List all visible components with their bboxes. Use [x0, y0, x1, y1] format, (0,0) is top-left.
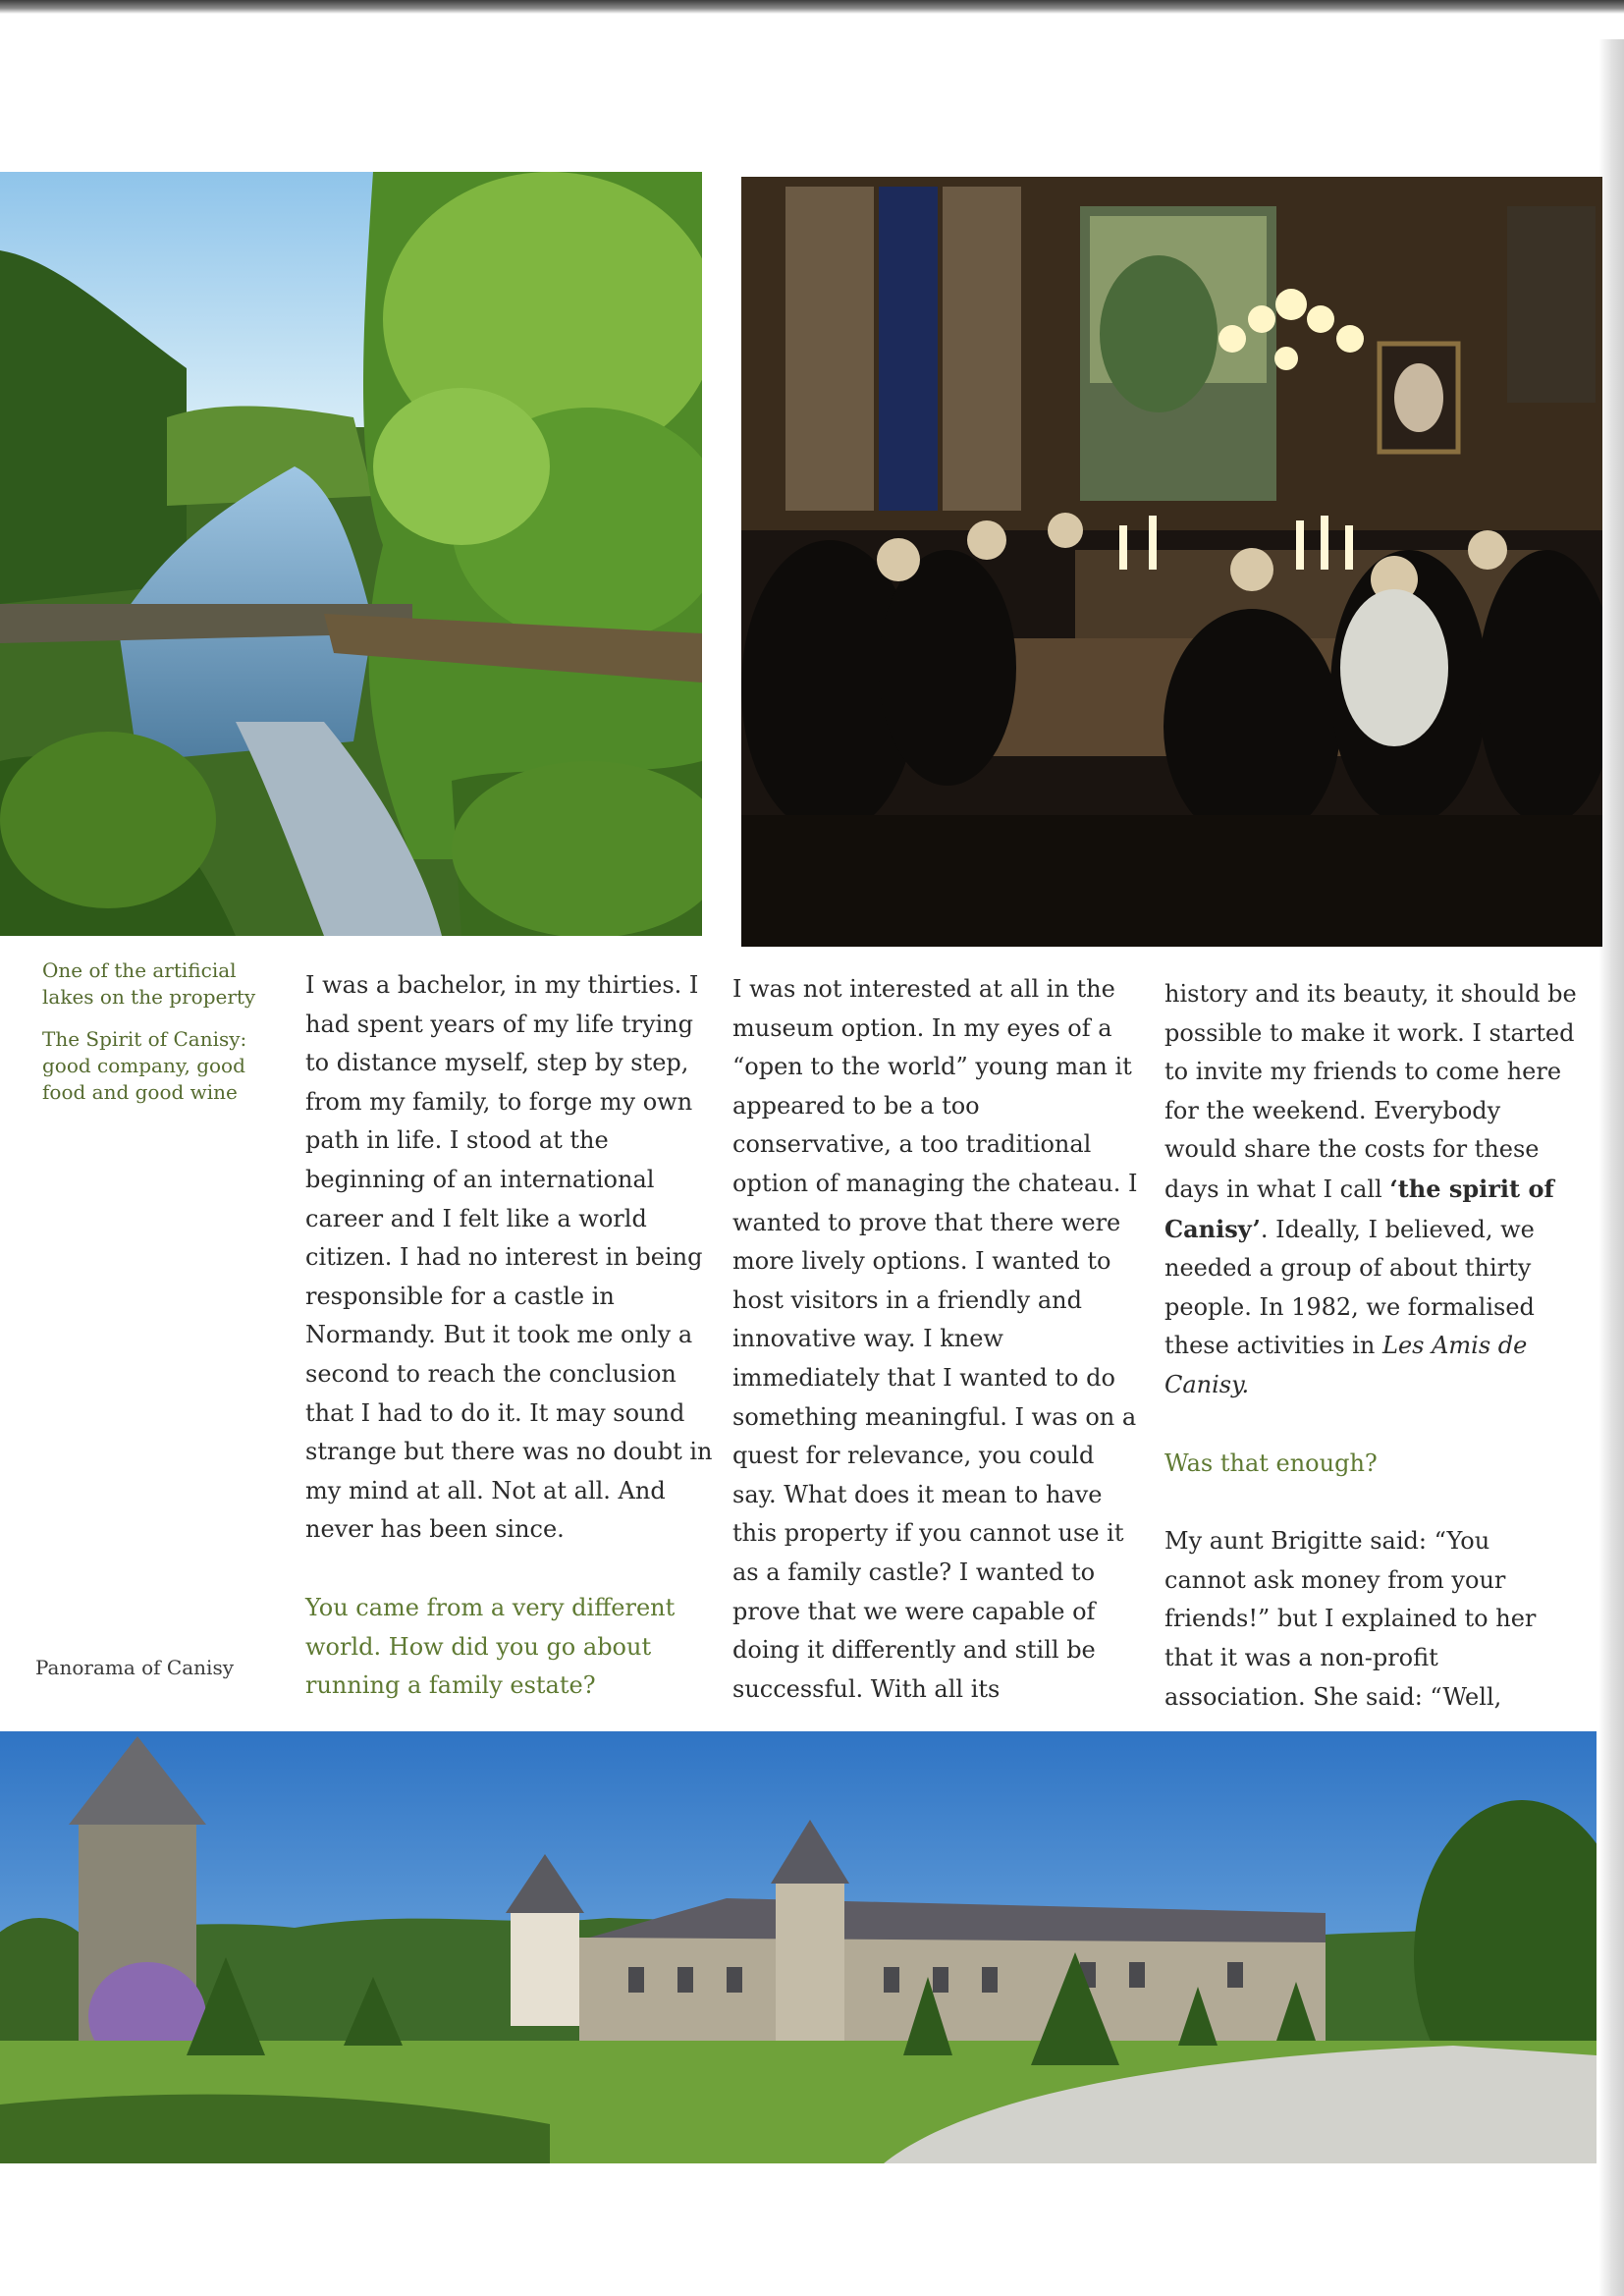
panorama-photo — [0, 1731, 1597, 2163]
lake-photo — [0, 172, 702, 936]
paragraph-aunt-brigitte: My aunt Brigitte said: “You cannot ask money from your friends!” but I explained to her that it was a non-profit association. She said: “Well, — [1164, 1527, 1537, 1711]
scan-shadow-top — [0, 0, 1624, 14]
interview-question-2: Was that enough? — [1164, 1449, 1378, 1477]
article-column-2 — [732, 970, 1145, 1709]
dinner-photo — [741, 177, 1602, 947]
caption-dinner: The Spirit of Canisy: good company, good food and good wine — [42, 1027, 247, 1104]
caption-panorama: Panorama of Canisy — [35, 1656, 235, 1679]
paragraph-museum-option: I was not interested at all in the museum option. In my eyes of a “open to the world” young man it appeared to be a too conservative, a too traditional option of managing the chateau. I wanted to prove that there were more lively options. I wanted to host visitors in a friendly and innovative way. I knew immediately that I wanted to do something meaningful. I was on a quest for relevance, you could say. What does it mean to have this property if you cannot use it as a family castle? I wanted to prove that we were capable of doing it differently and still be successful. With all its — [732, 975, 1138, 1703]
bold-phrase: ‘the spirit of Canisy’ — [1164, 1174, 1554, 1243]
interview-question-1: You came from a very different world. How did you go about running a family estate? — [305, 1593, 676, 1700]
paragraph-spirit-of-canisy — [1164, 975, 1577, 1405]
text-run: history and its beauty, it should be possible to make it work. I started to invite my friends to come here for the weekend. Everybody would share the costs for these days in what I call — [1164, 980, 1577, 1203]
text-run: . Ideally, I believed, we needed a group of about thirty people. In 1982, we formalised these activities in — [1164, 1215, 1535, 1360]
paragraph-bachelor: I was a bachelor, in my thirties. I had spent years of my life trying to distance myself, step by step, from my family, to forge my own path in life. I stood at the beginning of an international career and I felt like a world citizen. I had no interest in being responsible for a castle in Normandy. But it took me only a second to reach the conclusion that I had to do it. It may sound strange but there was no doubt in my mind at all. Not at all. And never has been since. — [305, 971, 713, 1544]
article-column-3 — [1164, 975, 1577, 1717]
caption-lake: One of the artificial lakes on the property — [42, 958, 256, 1009]
italic-phrase: Les Amis de Canisy. — [1164, 1332, 1528, 1398]
article-column-1 — [305, 966, 718, 1706]
